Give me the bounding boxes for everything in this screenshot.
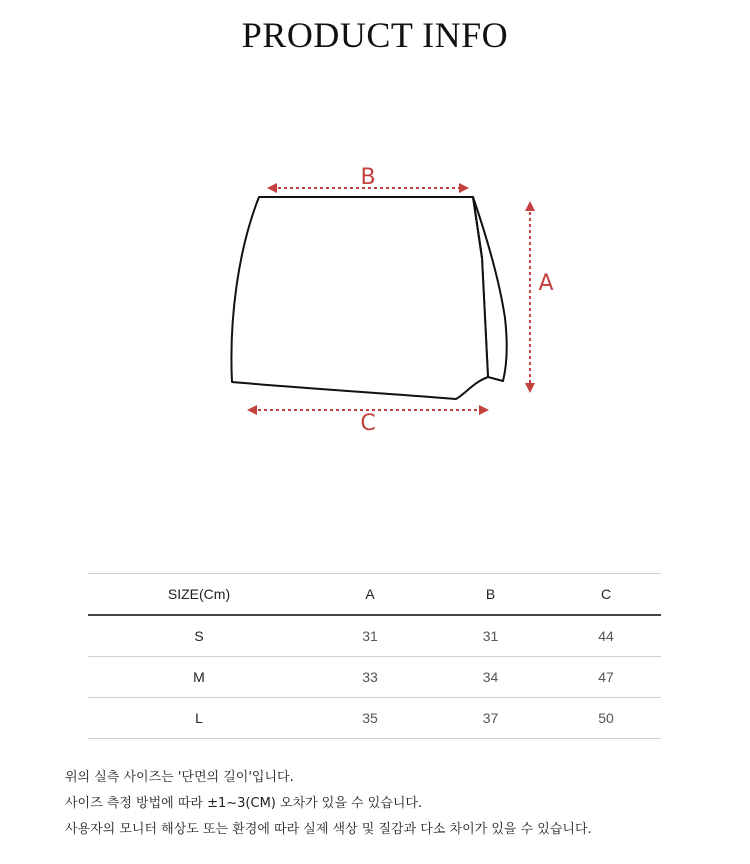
table-row (88, 615, 661, 657)
size-cell: S (194, 628, 204, 644)
measure-c-label: C (360, 411, 376, 436)
size-notes (65, 765, 725, 843)
value-cell: 31 (482, 628, 499, 644)
header-size: SIZE(Cm) (167, 586, 231, 602)
value-cell: 44 (598, 628, 614, 644)
value-cell: 31 (362, 628, 378, 644)
note-line: 위의 실측 사이즈는 '단면의 길이'입니다. (65, 770, 294, 785)
table-row (88, 698, 661, 739)
value-cell: 33 (362, 669, 378, 685)
note-line: 사이즈 측정 방법에 따라 ±1~3(CM) 오차가 있을 수 있습니다. (65, 796, 423, 811)
value-cell: 37 (482, 710, 499, 726)
measure-b-label: B (360, 165, 376, 190)
skirt-outline (231, 197, 506, 399)
header-c: C (600, 586, 612, 602)
table-header-row (88, 574, 661, 616)
header-b: B (485, 586, 496, 602)
page-title: PRODUCT INFO (241, 15, 509, 55)
measure-a-label: A (538, 271, 554, 296)
value-cell: 47 (598, 669, 614, 685)
table-row (88, 657, 661, 698)
size-cell: L (195, 710, 203, 726)
header-a: A (365, 586, 375, 602)
skirt-main-panel (231, 197, 488, 399)
note-line: 사용자의 모니터 해상도 또는 환경에 따라 실제 색상 및 질감과 다소 차이가 있을 수 있습니다. (65, 822, 592, 837)
value-cell: 35 (362, 710, 378, 726)
value-cell: 34 (482, 669, 499, 685)
value-cell: 50 (598, 710, 614, 726)
size-cell: M (193, 669, 205, 685)
skirt-measurement-diagram (0, 150, 750, 450)
size-table (88, 573, 661, 739)
